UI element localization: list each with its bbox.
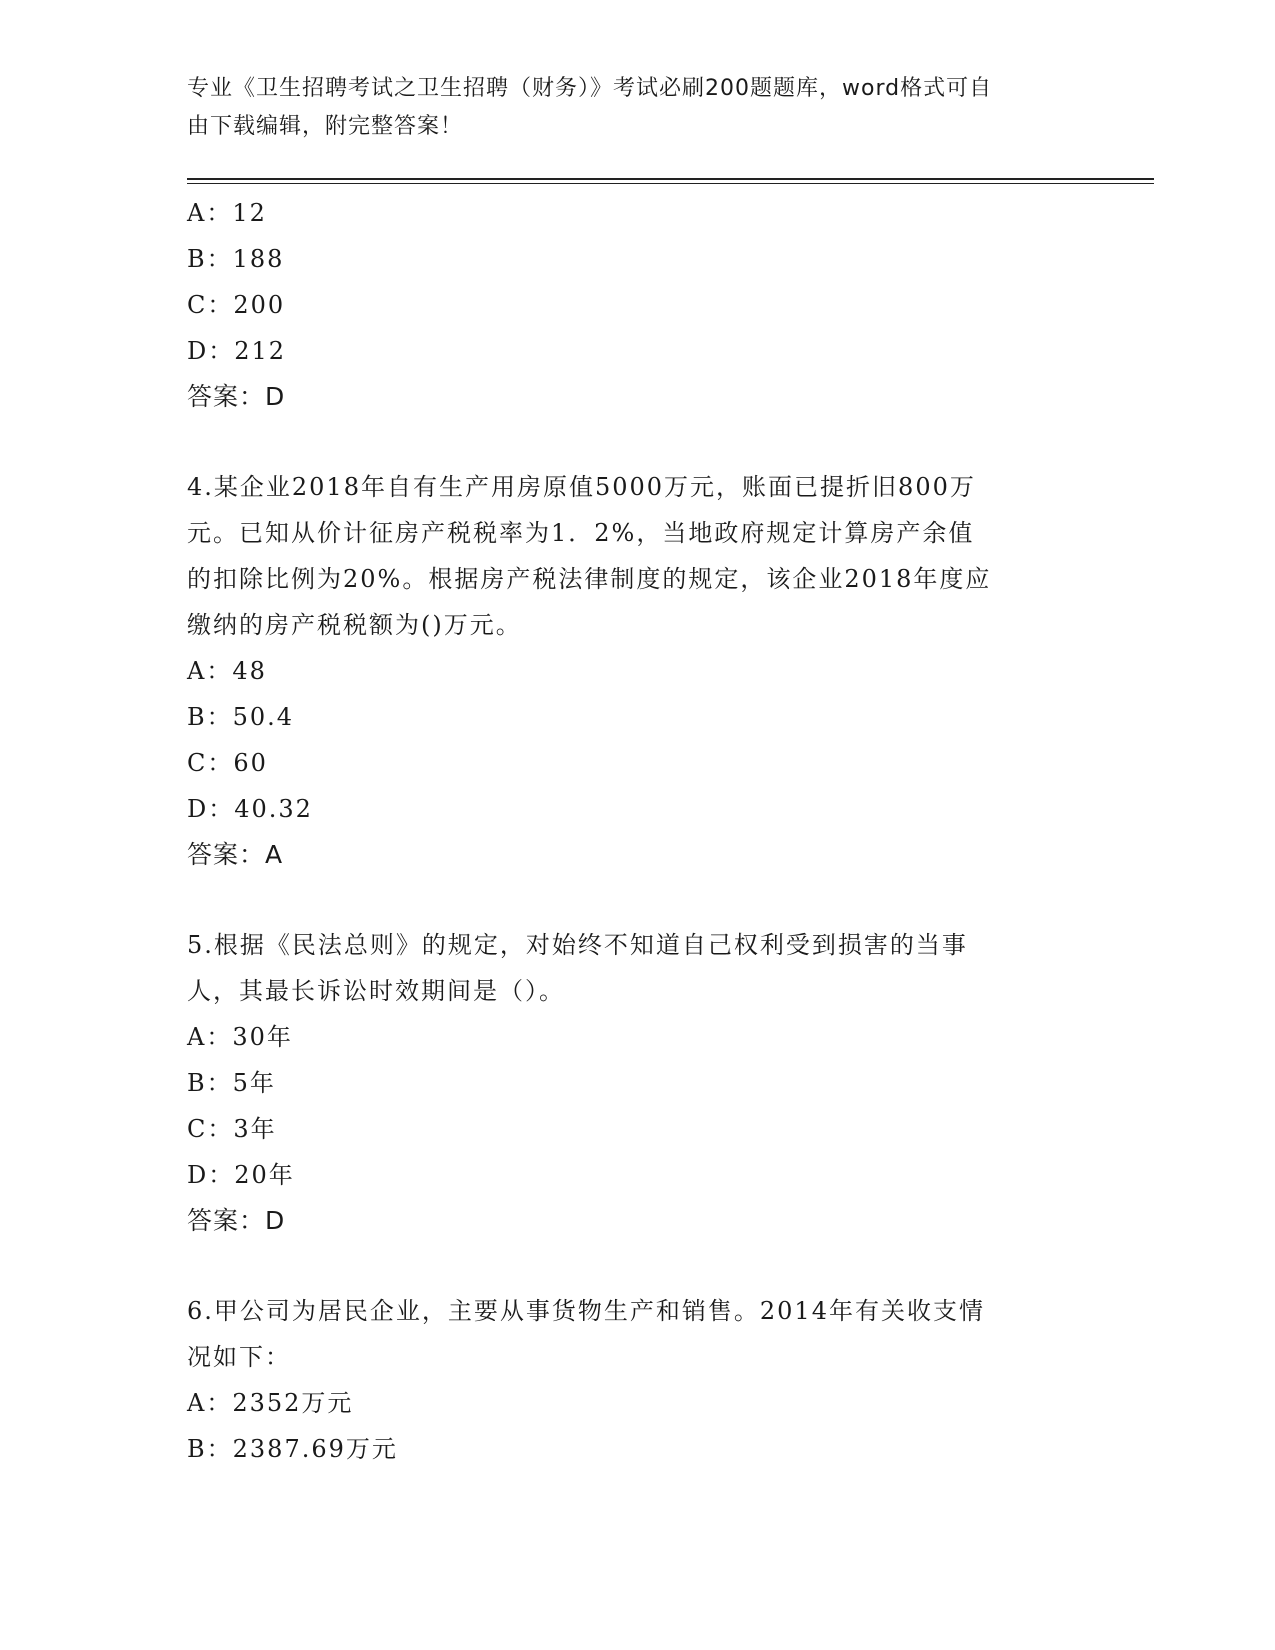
- question-stem-line: 缴纳的房产税税额为()万元。: [187, 611, 522, 639]
- option-c: C：3年: [187, 1115, 277, 1143]
- question-list: [187, 190, 1087, 1472]
- header-divider: [187, 183, 1154, 184]
- question-stem-line: 元。已知从价计征房产税税率为1．2%，当地政府规定计算房产余值: [187, 519, 975, 547]
- answer-line: 答案：A: [187, 840, 284, 869]
- option-c: C：200: [187, 291, 286, 319]
- option-b: B：5年: [187, 1069, 276, 1097]
- option-c: C：60: [187, 749, 268, 777]
- answer-line: 答案：D: [187, 382, 286, 411]
- question-stem-line: 人，其最长诉讼时效期间是（）。: [187, 977, 565, 1005]
- question-stem-line: 5.根据《民法总则》的规定，对始终不知道自己权利受到损害的当事: [187, 931, 968, 959]
- question-stem-line: 4.某企业2018年自有生产用房原值5000万元，账面已提折旧800万: [187, 473, 976, 501]
- option-d: D：212: [187, 337, 287, 365]
- option-d: D：40.32: [187, 795, 313, 823]
- header-line: 由下载编辑，附完整答案！: [187, 114, 464, 139]
- question-4: [187, 464, 1087, 878]
- option-a: A：30年: [187, 1023, 293, 1051]
- document-header: [187, 70, 1067, 146]
- question-stem-line: 况如下：: [187, 1343, 291, 1371]
- option-d: D：20年: [187, 1161, 295, 1189]
- option-a: A：48: [187, 657, 267, 685]
- question-3-continued: [187, 190, 1087, 420]
- question-6: [187, 1288, 1087, 1472]
- option-b: B：2387.69万元: [187, 1435, 398, 1463]
- answer-line: 答案：D: [187, 1206, 286, 1235]
- header-line: 专业《卫生招聘考试之卫生招聘（财务）》考试必刷200题题库，word格式可自: [187, 76, 993, 101]
- option-a: A：2352万元: [187, 1389, 354, 1417]
- header-divider: [187, 178, 1154, 180]
- question-5: [187, 922, 1087, 1244]
- question-stem-line: 的扣除比例为20%。根据房产税法律制度的规定，该企业2018年度应: [187, 565, 992, 593]
- question-stem-line: 6.甲公司为居民企业，主要从事货物生产和销售。2014年有关收支情: [187, 1297, 985, 1325]
- option-b: B：50.4: [187, 703, 295, 731]
- option-a: A：12: [187, 199, 267, 227]
- option-b: B：188: [187, 245, 285, 273]
